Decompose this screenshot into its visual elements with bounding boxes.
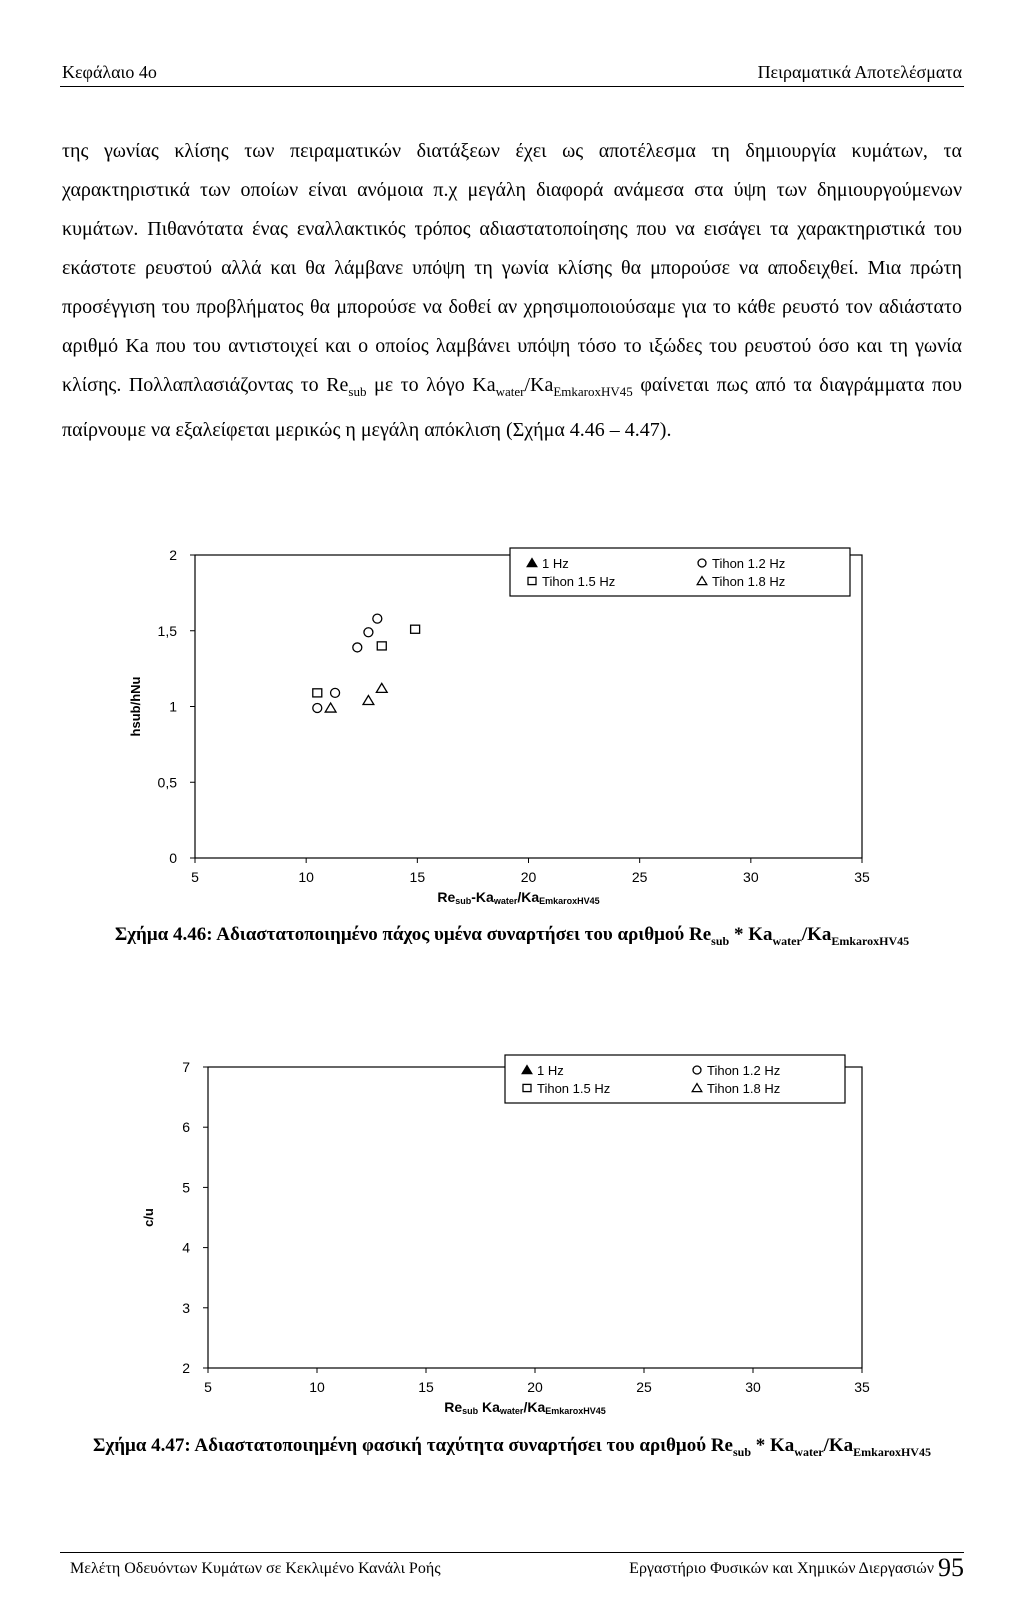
x-axis-label	[444, 1399, 606, 1416]
caption-text: /Ka	[801, 924, 832, 945]
legend-label: Tihon 1.5 Hz	[537, 1081, 611, 1096]
caption-sub: EmkaroxHV45	[831, 933, 910, 948]
x-axis-label-part: water	[499, 1406, 524, 1416]
x-tick-label: 30	[745, 1379, 761, 1395]
plot-area	[208, 1067, 862, 1368]
x-tick-label: 5	[191, 869, 199, 885]
caption-sub: sub	[732, 1444, 751, 1459]
x-tick-label: 25	[631, 869, 648, 885]
caption-sub: sub	[711, 933, 730, 948]
data-point	[377, 642, 386, 650]
x-tick-label: 30	[743, 869, 759, 885]
data-point	[313, 689, 322, 697]
y-tick-label: 0,5	[157, 774, 177, 791]
x-axis-label-part: Ka	[478, 1399, 500, 1415]
data-point	[353, 643, 362, 652]
figure-4-46	[0, 540, 1024, 960]
caption-sub: water	[772, 933, 802, 948]
x-tick-label: 20	[520, 869, 537, 885]
x-tick-label: 20	[527, 1379, 543, 1395]
legend-label: Tihon 1.5 Hz	[542, 574, 616, 589]
data-point	[373, 614, 382, 623]
legend-label: Tihon 1.8 Hz	[707, 1081, 781, 1096]
ka-water-subscript: water	[495, 384, 525, 399]
x-tick-label: 35	[854, 1379, 870, 1395]
film-thickness-chart	[0, 540, 1024, 920]
y-tick-label: 0	[169, 850, 177, 866]
y-tick-label: 2	[182, 1360, 190, 1376]
data-point	[331, 688, 340, 697]
x-axis-label-part: Re	[437, 889, 456, 905]
legend-label: Tihon 1.2 Hz	[707, 1063, 781, 1078]
x-axis-label-part: /Ka	[523, 1399, 546, 1415]
x-axis-label	[437, 889, 599, 906]
legend-label: Tihon 1.2 Hz	[712, 556, 786, 571]
page-number: 95	[938, 1553, 964, 1582]
phase-velocity-chart	[0, 1045, 1024, 1425]
caption-text: Σχήμα 4.46: Αδιαστατοποιημένο πάχος υμένα συναρτήσει του αριθμού Re	[114, 924, 712, 945]
caption-text: /Ka	[823, 1435, 854, 1456]
x-tick-label: 15	[418, 1379, 434, 1395]
x-axis-label-part: EmkaroxHV45	[539, 896, 600, 906]
y-tick-label: 2	[169, 547, 177, 563]
x-axis-label-part: EmkaroxHV45	[545, 1406, 606, 1416]
x-tick-label: 25	[636, 1379, 652, 1395]
caption-text: * Ka	[729, 924, 773, 945]
body-text-part2: με το λόγο	[366, 374, 473, 396]
x-tick-label: 10	[309, 1379, 325, 1395]
y-tick-label: 6	[182, 1119, 190, 1136]
data-point	[325, 703, 336, 712]
legend-label: Tihon 1.8 Hz	[712, 574, 786, 589]
legend-label: 1 Hz	[542, 556, 569, 571]
ka-emkarox-symbol: Ka	[530, 374, 554, 396]
x-tick-label: 10	[298, 869, 314, 885]
y-tick-label: 3	[182, 1299, 190, 1316]
header-rule	[60, 86, 964, 87]
x-axis-label-part: water	[493, 896, 518, 906]
data-point	[411, 625, 420, 633]
footer-lab: Εργαστήριο Φυσικών και Χημικών Διεργασιών	[629, 1560, 934, 1577]
data-point	[376, 683, 387, 692]
x-axis-label-part: sub	[462, 1406, 479, 1416]
re-subscript: sub	[348, 384, 367, 399]
caption-text: Σχήμα 4.47: Αδιαστατοποιημένη φασική ταχύτητα συναρτήσει του αριθμού Re	[93, 1435, 733, 1456]
figure-caption	[0, 1435, 1024, 1460]
x-tick-label: 15	[409, 869, 426, 885]
ka-emkarox-subscript: EmkaroxHV45	[553, 384, 633, 399]
footer-rule	[60, 1552, 964, 1553]
x-axis-label-part: -Ka	[471, 889, 494, 905]
y-tick-label: 7	[182, 1059, 190, 1075]
data-point	[363, 695, 374, 704]
figure-caption	[0, 924, 1024, 949]
data-point	[313, 704, 322, 713]
y-tick-label: 5	[182, 1179, 190, 1196]
figure-4-47	[0, 1045, 1024, 1485]
x-tick-label: 5	[204, 1379, 212, 1395]
y-tick-label: 4	[182, 1239, 190, 1256]
x-tick-label: 35	[854, 869, 870, 885]
x-axis-label-part: /Ka	[517, 889, 540, 905]
data-point	[364, 628, 373, 637]
caption-text: * Ka	[751, 1435, 795, 1456]
x-axis-label-part: sub	[455, 896, 472, 906]
y-tick-label: 1,5	[157, 622, 177, 639]
y-tick-label: 1	[169, 698, 177, 715]
footer-title: Μελέτη Οδευόντων Κυμάτων σε Κεκλιμένο Κανάλι Ροής	[70, 1560, 441, 1577]
legend-label: 1 Hz	[537, 1063, 564, 1078]
ratio-slash: /	[524, 374, 531, 396]
running-header-chapter: Κεφάλαιο 4ο	[62, 62, 157, 82]
y-axis-label: hsub/hNu	[128, 676, 143, 737]
body-text-part1: της γωνίας κλίσης των πειραματικών διατάξεων έχει ως αποτέλεσμα τη δημιουργία κυμάτων, τα χαρακτηριστικά των οποίων είναι ανόμοια π.χ μεγάλη διαφορά ανάμεσα στα ύψη των δημιουργούμενων κυμάτων. Πιθανότατα ένας εναλλακτικός τρόπος αδιαστατοποίησης που να εισάγει τα χαρακτηριστικά του εκάστοτε ρευστού αλλά και θα λάμβανε υπόψη τη γωνία κλίσης θα μπορούσε να αποδειχθεί. Μια πρώτη προσέγγιση του προβλήματος θα μπορούσε να δοθεί αν χρησιμοποιούσαμε για το κάθε ρευστό τον αδιάστατο αριθμό Ka που του αντιστοιχεί και ο οποίος λαμβάνει υπόψη τόσο το ιξώδες του ρευστού όσο και τη γωνία κλίσης. Πολλαπλασιάζοντας το	[62, 140, 962, 396]
y-axis-label: c/u	[141, 1208, 156, 1227]
ka-water-symbol: Ka	[472, 374, 496, 396]
x-axis-label-part: Re	[444, 1399, 463, 1415]
caption-sub: EmkaroxHV45	[853, 1444, 931, 1459]
caption-sub: water	[794, 1444, 824, 1459]
body-text-part3: φαίνεται πως από τα διαγράμματα που παίρνουμε να εξαλείφεται μερικώς η μεγάλη απόκλιση (Σχήμα 4.46 – 4.47).	[62, 374, 962, 441]
re-symbol: Re	[326, 374, 349, 396]
running-header-section: Πειραματικά Αποτελέσματα	[757, 62, 962, 82]
plot-area	[195, 555, 862, 858]
body-paragraph	[62, 132, 962, 450]
